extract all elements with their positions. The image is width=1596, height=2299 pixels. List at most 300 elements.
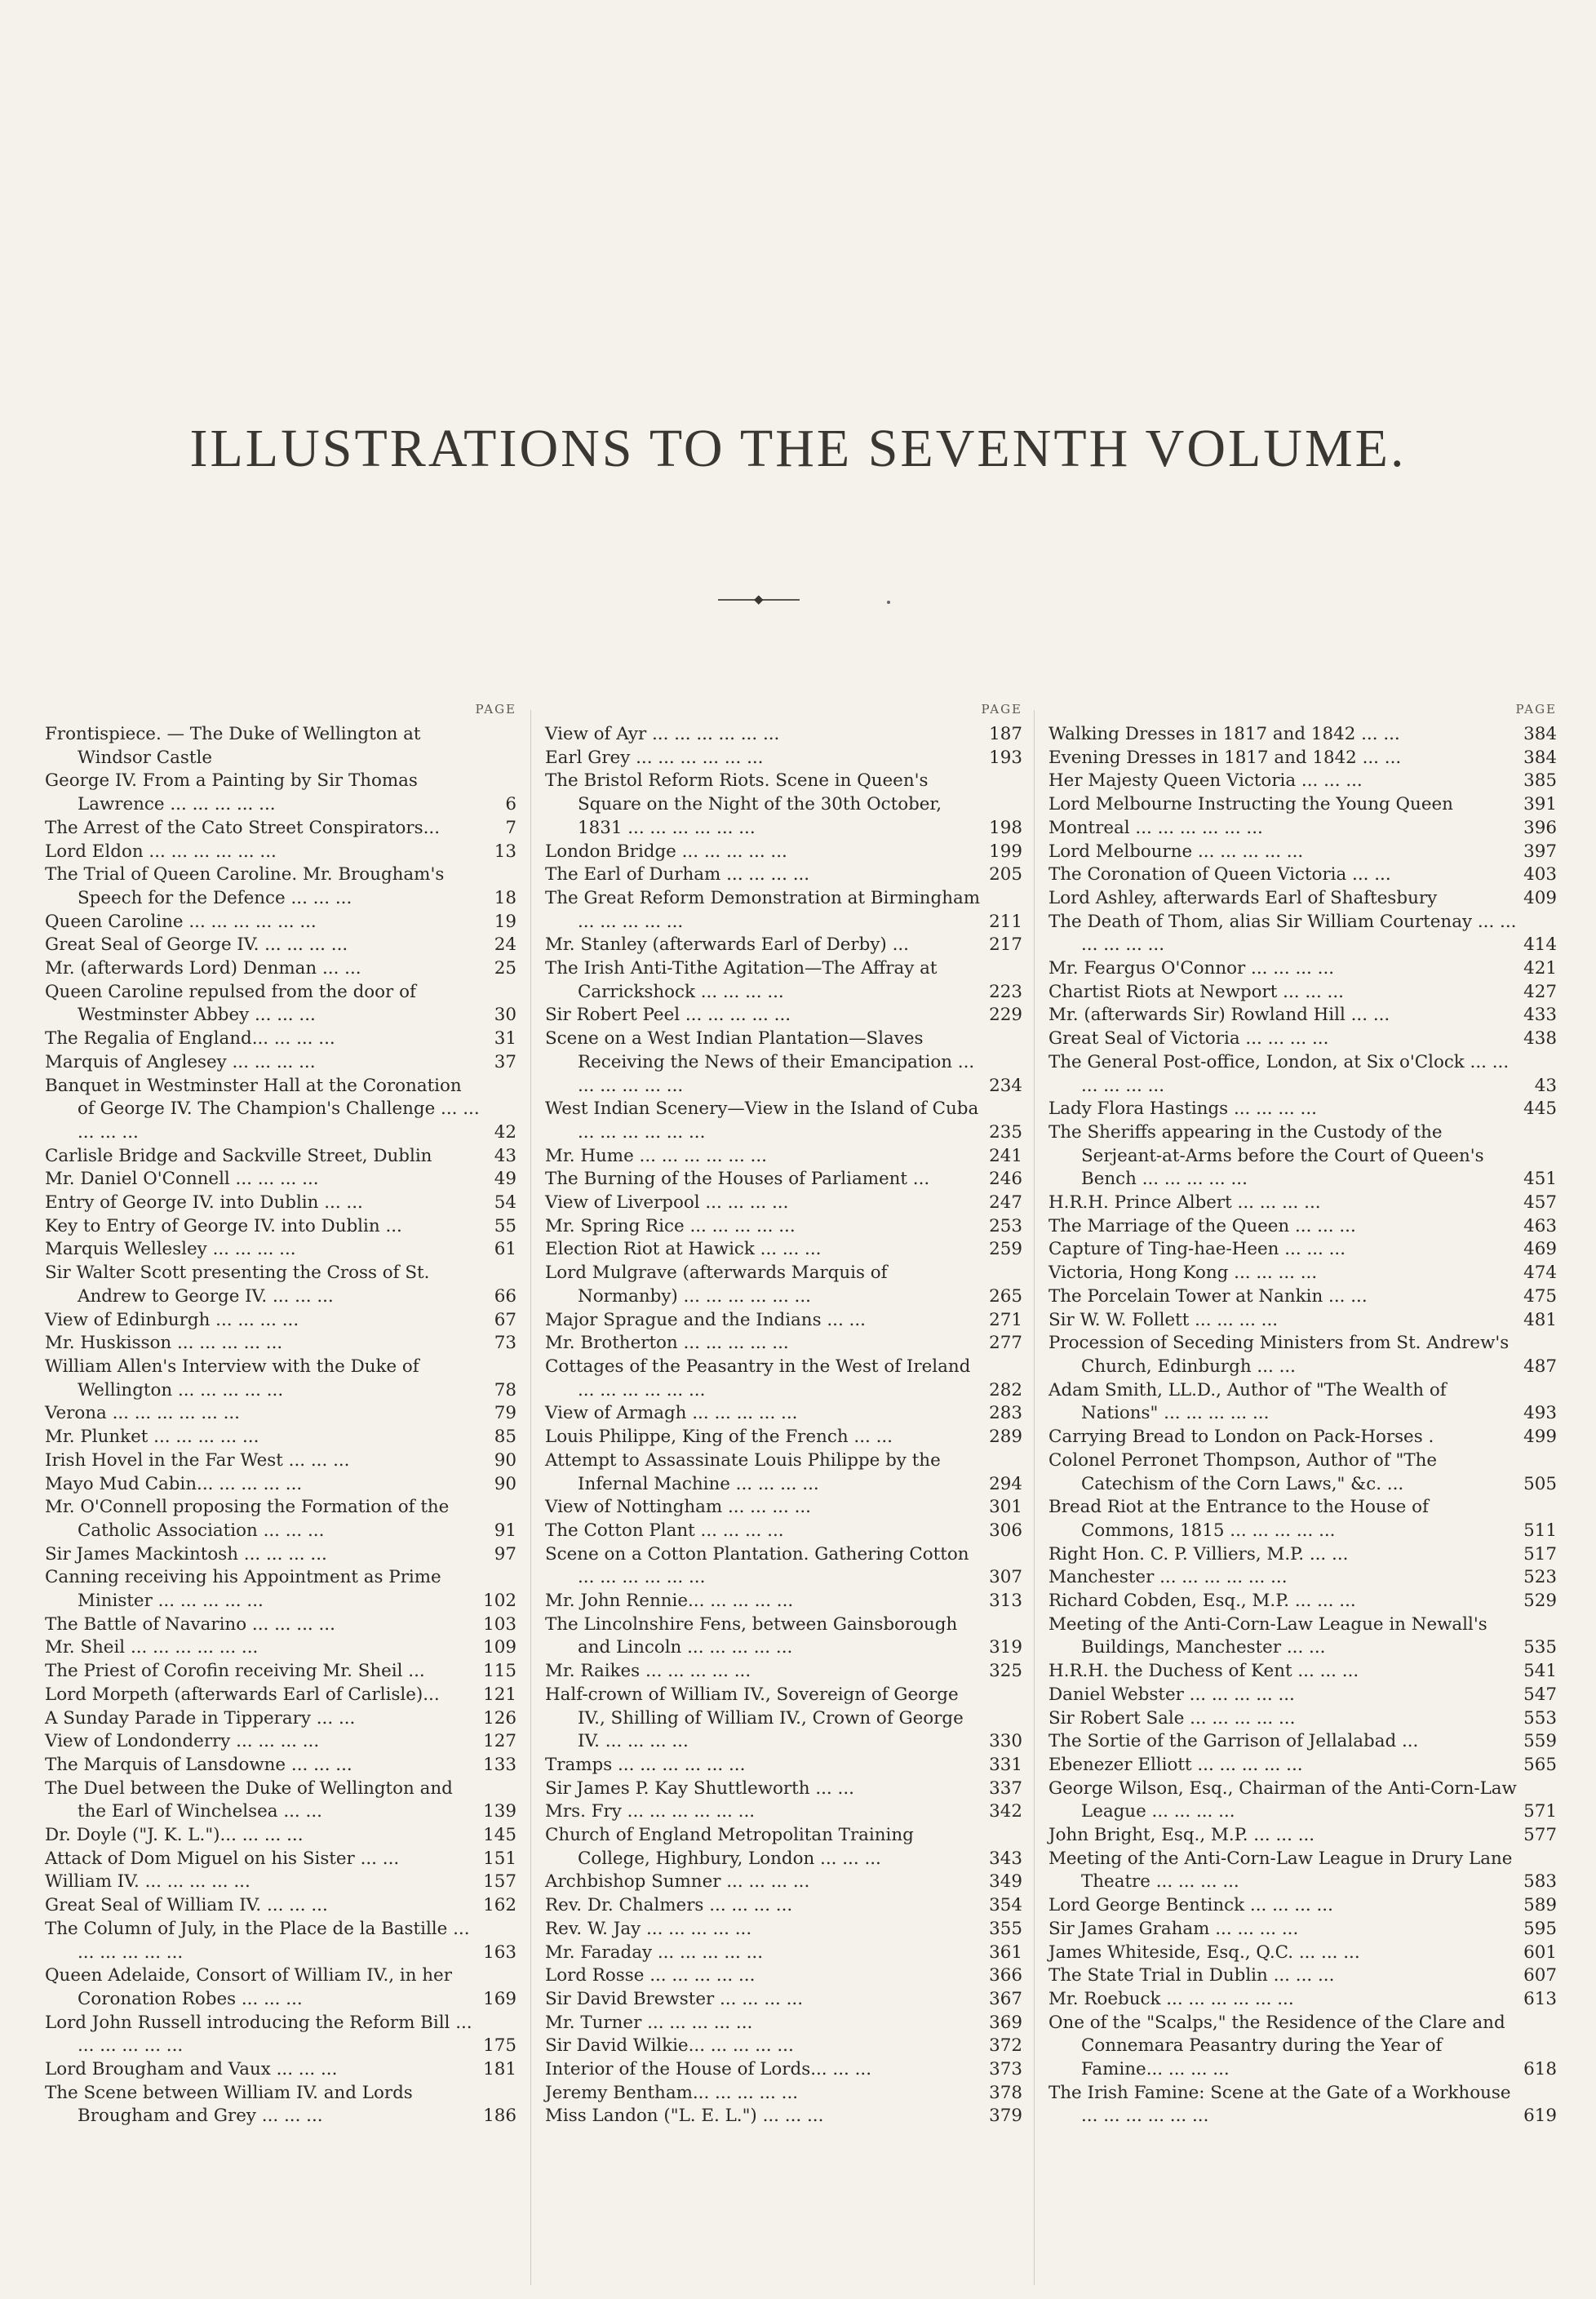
- entry-title: The Lincolnshire Fens, between Gainsborough and Lincoln ... ... ... ... ...: [545, 1613, 958, 1658]
- entry-title: The Death of Thom, alias Sir William Courtenay ... ... ... ... ... ...: [1048, 911, 1517, 956]
- entry-page-number: 319: [989, 1637, 1022, 1658]
- index-entry: [1048, 1894, 1557, 1918]
- index-entry: [45, 911, 516, 934]
- entry-page-number: 229: [989, 1005, 1022, 1026]
- index-entry: [545, 841, 1022, 864]
- index-entry: [1048, 2082, 1557, 2128]
- index-entry: [45, 1238, 516, 1262]
- entry-page-number: 511: [1523, 1520, 1557, 1541]
- index-entry: [45, 1168, 516, 1192]
- index-entry: [1048, 1590, 1557, 1613]
- entry-title: Ebenezer Elliott ... ... ... ... ...: [1048, 1754, 1303, 1775]
- entry-title: The Cotton Plant ... ... ... ...: [545, 1520, 784, 1541]
- entry-page-number: 73: [494, 1333, 516, 1354]
- entry-page-number: 589: [1523, 1895, 1557, 1916]
- entry-page-number: 565: [1523, 1754, 1557, 1775]
- entry-page-number: 7: [505, 817, 516, 838]
- entry-page-number: 109: [483, 1637, 516, 1658]
- index-entry: [545, 2012, 1022, 2035]
- index-entry: [545, 1356, 1022, 1402]
- entry-page-number: 306: [989, 1520, 1022, 1541]
- entry-page-number: 85: [494, 1427, 516, 1448]
- index-entry: [45, 841, 516, 864]
- entry-page-number: 37: [494, 1051, 516, 1072]
- entry-page-number: 414: [1523, 934, 1557, 956]
- entry-page-number: 463: [1523, 1215, 1557, 1236]
- entry-page-number: 42: [494, 1121, 516, 1143]
- index-entry: [1048, 1684, 1557, 1707]
- entry-title: Daniel Webster ... ... ... ... ...: [1048, 1684, 1295, 1705]
- entry-title: Lord Eldon ... ... ... ... ... ...: [45, 841, 277, 862]
- entry-page-number: 78: [494, 1379, 516, 1400]
- entry-page-number: 247: [989, 1192, 1022, 1214]
- entry-page-number: 30: [494, 1005, 516, 1026]
- entry-title: The Column of July, in the Place de la Bastille ... ... ... ... ... ...: [45, 1918, 470, 1963]
- column-divider: [530, 710, 531, 2285]
- entry-title: View of Londonderry ... ... ... ...: [45, 1731, 320, 1752]
- index-entry: [45, 1660, 516, 1684]
- entry-title: Lord Melbourne ... ... ... ... ...: [1048, 841, 1304, 862]
- entry-title: Canning receiving his Appointment as Prime Minister ... ... ... ... ...: [45, 1567, 441, 1612]
- entry-page-number: 241: [989, 1145, 1022, 1166]
- index-entry: [1048, 1988, 1557, 2012]
- index-entry: [45, 1848, 516, 1871]
- index-entry: [545, 1778, 1022, 1801]
- index-entry: [1048, 1778, 1557, 1824]
- index-entry: [1048, 1942, 1557, 1965]
- entry-page-number: 187: [989, 724, 1022, 744]
- entry-page-number: 355: [989, 1918, 1022, 1939]
- index-entry: [1048, 1918, 1557, 1942]
- entry-page-number: 391: [1523, 794, 1557, 815]
- index-entry: [545, 1613, 1022, 1660]
- entry-title: Montreal ... ... ... ... ... ...: [1048, 817, 1263, 838]
- index-entry: [45, 957, 516, 981]
- entry-page-number: 90: [494, 1473, 516, 1494]
- entry-title: Lord John Russell introducing the Reform Bill ... ... ... ... ... ...: [45, 2012, 472, 2057]
- entry-title: The Bristol Reform Riots. Scene in Queen's Square on the Night of the 30th October, 1831 ... ... ... ... ... ...: [545, 770, 942, 838]
- entry-page-number: 330: [989, 1731, 1022, 1752]
- entry-page-number: 294: [989, 1473, 1022, 1494]
- entry-page-number: 427: [1523, 981, 1557, 1002]
- index-entry: [45, 1566, 516, 1613]
- entry-title: Mr. Spring Rice ... ... ... ... ...: [545, 1215, 796, 1236]
- entry-title: Louis Philippe, King of the French ... ...: [545, 1427, 893, 1448]
- entry-page-number: 31: [494, 1028, 516, 1050]
- entry-title: Sir James Graham ... ... ... ...: [1048, 1918, 1299, 1939]
- entry-title: The Marriage of the Queen ... ... ...: [1048, 1215, 1356, 1236]
- index-entry: [1048, 747, 1557, 770]
- index-entry: [1048, 1098, 1557, 1121]
- entry-title: H.R.H. the Duchess of Kent ... ... ...: [1048, 1661, 1359, 1682]
- index-entry: [545, 1590, 1022, 1613]
- index-entry: [45, 1754, 516, 1778]
- entry-title: Sir Walter Scott presenting the Cross of St. Andrew to George IV. ... ... ...: [45, 1263, 430, 1307]
- entry-title: Richard Cobden, Esq., M.P. ... ... ...: [1048, 1591, 1356, 1612]
- index-entry: [545, 1754, 1022, 1778]
- entry-page-number: 481: [1523, 1309, 1557, 1330]
- entry-page-number: 451: [1523, 1169, 1557, 1190]
- entry-page-number: 487: [1523, 1356, 1557, 1377]
- entry-page-number: 349: [989, 1871, 1022, 1893]
- entry-title: Sir Robert Peel ... ... ... ... ...: [545, 1005, 791, 1026]
- entry-page-number: 366: [989, 1965, 1022, 1986]
- entry-title: Mr. Feargus O'Connor ... ... ... ...: [1048, 958, 1335, 979]
- entry-page-number: 397: [1523, 841, 1557, 862]
- index-entry: [545, 747, 1022, 770]
- entry-page-number: 102: [483, 1591, 516, 1612]
- entry-title: Carrying Bread to London on Pack-Horses .: [1048, 1427, 1434, 1448]
- index-entry: [545, 957, 1022, 1004]
- entry-page-number: 175: [483, 2035, 516, 2057]
- entry-title: Mr. O'Connell proposing the Formation of the Catholic Association ... ... ...: [45, 1497, 450, 1541]
- entry-page-number: 271: [989, 1309, 1022, 1330]
- entry-page-number: 541: [1523, 1661, 1557, 1682]
- entry-page-number: 301: [989, 1497, 1022, 1518]
- index-entry: [545, 863, 1022, 887]
- entry-title: Scene on a West Indian Plantation—Slaves Receiving the News of their Emancipation ... ... ... ... ... ...: [545, 1028, 975, 1096]
- entry-page-number: 343: [989, 1848, 1022, 1869]
- entry-page-number: 67: [494, 1309, 516, 1330]
- index-entry: [1048, 1613, 1557, 1660]
- index-entry: [545, 887, 1022, 934]
- index-column-1: [45, 700, 516, 2128]
- entry-title: The Earl of Durham ... ... ... ...: [545, 864, 810, 885]
- index-entry: [545, 1942, 1022, 1965]
- index-entry: [1048, 1496, 1557, 1542]
- entry-page-number: 246: [989, 1169, 1022, 1190]
- index-entry: [1048, 1051, 1557, 1098]
- index-entry: [45, 1707, 516, 1731]
- entry-title: London Bridge ... ... ... ... ...: [545, 841, 787, 862]
- entry-title: The Battle of Navarino ... ... ... ...: [45, 1613, 335, 1635]
- entry-page-number: 384: [1523, 747, 1557, 768]
- entry-page-number: 198: [989, 817, 1022, 838]
- entry-title: Church of England Metropolitan Training College, Highbury, London ... ... ...: [545, 1825, 914, 1869]
- index-entry: [545, 1449, 1022, 1496]
- entry-page-number: 553: [1523, 1707, 1557, 1729]
- entry-page-number: 121: [483, 1684, 516, 1705]
- entry-title: Meeting of the Anti-Corn-Law League in Newall's Buildings, Manchester ... ...: [1048, 1613, 1487, 1658]
- entry-title: West Indian Scenery—View in the Island of Cuba ... ... ... ... ... ...: [545, 1098, 979, 1143]
- entry-title: Mr. (afterwards Sir) Rowland Hill ... ...: [1048, 1005, 1390, 1026]
- index-entry: [45, 2012, 516, 2058]
- entry-page-number: 613: [1523, 1988, 1557, 2009]
- index-entry: [545, 1192, 1022, 1215]
- entry-page-number: 583: [1523, 1871, 1557, 1893]
- index-entry: [545, 1145, 1022, 1169]
- entry-page-number: 126: [483, 1707, 516, 1729]
- entry-title: A Sunday Parade in Tipperary ... ...: [45, 1707, 356, 1729]
- index-entry: [1048, 793, 1557, 817]
- index-entry: [1048, 1660, 1557, 1684]
- index-entry: [545, 934, 1022, 957]
- entry-page-number: 438: [1523, 1028, 1557, 1050]
- entry-page-number: 373: [989, 2059, 1022, 2080]
- entry-page-number: 169: [483, 1988, 516, 2009]
- entry-page-number: 211: [989, 911, 1022, 932]
- index-entry: [45, 1894, 516, 1918]
- entry-page-number: 205: [989, 864, 1022, 885]
- entry-title: The Trial of Queen Caroline. Mr. Brougham's Speech for the Defence ... ... ...: [45, 864, 445, 908]
- entry-page-number: 619: [1523, 2106, 1557, 2127]
- entry-title: Cottages of the Peasantry in the West of Ireland ... ... ... ... ... ...: [545, 1356, 971, 1400]
- index-entry: [1048, 1332, 1557, 1378]
- entry-title: The General Post-office, London, at Six o'Clock ... ... ... ... ... ...: [1048, 1051, 1510, 1096]
- entry-title: Sir David Wilkie... ... ... ... ...: [545, 2035, 794, 2057]
- entry-page-number: 354: [989, 1895, 1022, 1916]
- index-entry: [45, 1496, 516, 1542]
- entry-title: Rev. W. Jay ... ... ... ... ...: [545, 1918, 752, 1939]
- index-entry: [1048, 770, 1557, 793]
- entry-page-number: 445: [1523, 1098, 1557, 1120]
- index-entry: [545, 1800, 1022, 1824]
- entry-page-number: 66: [494, 1285, 516, 1307]
- index-entry: [545, 1004, 1022, 1027]
- entry-title: Victoria, Hong Kong ... ... ... ...: [1048, 1263, 1318, 1284]
- entry-page-number: 337: [989, 1778, 1022, 1799]
- index-entry: [45, 1824, 516, 1848]
- entry-page-number: 181: [483, 2059, 516, 2080]
- entry-title: Lord Morpeth (afterwards Earl of Carlisle)...: [45, 1684, 440, 1705]
- index-entry: [45, 1473, 516, 1497]
- index-entry: [45, 1636, 516, 1660]
- index-entry: [545, 1964, 1022, 1988]
- entry-title: Right Hon. C. P. Villiers, M.P. ... ...: [1048, 1543, 1349, 1564]
- entry-title: Miss Landon ("L. E. L.") ... ... ...: [545, 2106, 824, 2127]
- entry-page-number: 6: [505, 794, 516, 815]
- entry-page-number: 433: [1523, 1005, 1557, 1026]
- index-entry: [545, 2082, 1022, 2106]
- entry-page-number: 234: [989, 1075, 1022, 1096]
- index-entry: [45, 934, 516, 957]
- entry-page-number: 331: [989, 1754, 1022, 1775]
- entry-page-number: 145: [483, 1825, 516, 1846]
- entry-page-number: 282: [989, 1379, 1022, 1400]
- entry-page-number: 18: [494, 887, 516, 908]
- entry-page-number: 186: [483, 2106, 516, 2127]
- entry-page-number: 24: [494, 934, 516, 956]
- entry-title: Great Seal of Victoria ... ... ... ...: [1048, 1028, 1329, 1050]
- entry-page-number: 25: [494, 958, 516, 979]
- index-entry: [545, 1871, 1022, 1894]
- index-entry: [45, 1730, 516, 1754]
- entry-title: Walking Dresses in 1817 and 1842 ... ...: [1048, 724, 1400, 744]
- index-entry: [1048, 1754, 1557, 1778]
- entry-page-number: 139: [483, 1801, 516, 1822]
- index-entry: [45, 1027, 516, 1051]
- index-entry: [1048, 1824, 1557, 1848]
- entry-page-number: 535: [1523, 1637, 1557, 1658]
- index-entry: [545, 2105, 1022, 2128]
- index-entry: [45, 1964, 516, 2011]
- entry-page-number: 469: [1523, 1239, 1557, 1260]
- index-entry: [45, 1871, 516, 1894]
- entry-title: The Sheriffs appearing in the Custody of the Serjeant-at-Arms before the Court of Queen's Bench ... ... ... ... ...: [1048, 1121, 1484, 1190]
- entry-title: Key to Entry of George IV. into Dublin ...: [45, 1215, 402, 1236]
- entry-title: Lord Brougham and Vaux ... ... ...: [45, 2059, 338, 2080]
- entry-title: Lady Flora Hastings ... ... ... ...: [1048, 1098, 1317, 1120]
- entry-title: Interior of the House of Lords... ... ...: [545, 2059, 871, 2080]
- entry-page-number: 571: [1523, 1801, 1557, 1822]
- entry-title: Lord Rosse ... ... ... ... ...: [545, 1965, 756, 1986]
- index-entry: [45, 981, 516, 1027]
- entry-title: Mrs. Fry ... ... ... ... ... ...: [545, 1801, 756, 1822]
- entry-page-number: 289: [989, 1427, 1022, 1448]
- index-entry: [45, 1051, 516, 1075]
- page-title: ILLUSTRATIONS TO THE SEVENTH VOLUME.: [189, 419, 1407, 478]
- page-column-header: PAGE: [475, 702, 516, 717]
- entry-page-number: 54: [494, 1192, 516, 1214]
- entry-page-number: 618: [1523, 2059, 1557, 2080]
- entry-page-number: 13: [494, 841, 516, 862]
- entry-title: Evening Dresses in 1817 and 1842 ... ...: [1048, 747, 1402, 768]
- index-entry: [45, 1684, 516, 1707]
- entry-page-number: 601: [1523, 1942, 1557, 1963]
- index-entry: [45, 1332, 516, 1356]
- entry-title: The Duel between the Duke of Wellington and the Earl of Winchelsea ... ...: [45, 1778, 453, 1822]
- entry-title: View of Armagh ... ... ... ... ...: [545, 1403, 798, 1424]
- entry-page-number: 361: [989, 1942, 1022, 1963]
- entry-title: Lord George Bentinck ... ... ... ...: [1048, 1895, 1333, 1916]
- entry-title: Her Majesty Queen Victoria ... ... ...: [1048, 770, 1363, 792]
- entry-title: Sir Robert Sale ... ... ... ... ...: [1048, 1707, 1296, 1729]
- index-entry: [545, 1918, 1022, 1942]
- entry-page-number: 103: [483, 1613, 516, 1635]
- index-entry: [545, 1496, 1022, 1520]
- entry-page-number: 396: [1523, 817, 1557, 838]
- entry-title: Sir W. W. Follett ... ... ... ...: [1048, 1309, 1279, 1330]
- entry-page-number: 97: [494, 1543, 516, 1564]
- entry-page-number: 19: [494, 911, 516, 932]
- index-entry: [545, 1402, 1022, 1426]
- entry-title: The Sortie of the Garrison of Jellalabad ...: [1048, 1731, 1419, 1752]
- index-entry: [1048, 863, 1557, 887]
- index-entry: [545, 1824, 1022, 1871]
- entry-title: Earl Grey ... ... ... ... ... ...: [545, 747, 764, 768]
- entry-title: Attack of Dom Miguel on his Sister ... ...: [45, 1848, 400, 1869]
- entry-page-number: 475: [1523, 1285, 1557, 1307]
- index-entry: [45, 723, 516, 770]
- entry-title: Mr. Daniel O'Connell ... ... ... ...: [45, 1169, 319, 1190]
- index-entry: [545, 1543, 1022, 1590]
- index-entry: [1048, 1004, 1557, 1027]
- entry-title: The Priest of Corofin receiving Mr. Sheil ...: [45, 1661, 425, 1682]
- entry-page-number: 265: [989, 1285, 1022, 1307]
- index-entry: [45, 1145, 516, 1169]
- entry-title: The State Trial in Dublin ... ... ...: [1048, 1965, 1335, 1986]
- entry-page-number: 49: [494, 1169, 516, 1190]
- entry-page-number: 163: [483, 1942, 516, 1963]
- entry-page-number: 43: [1534, 1075, 1557, 1096]
- entry-title: Marquis of Anglesey ... ... ... ...: [45, 1051, 316, 1072]
- index-entry: [45, 1192, 516, 1215]
- entry-title: View of Liverpool ... ... ... ...: [545, 1192, 789, 1214]
- page-column-header: PAGE: [1515, 702, 1557, 717]
- entry-page-number: 162: [483, 1895, 516, 1916]
- entry-title: Sir James Mackintosh ... ... ... ...: [45, 1543, 327, 1564]
- index-entry: [545, 1027, 1022, 1098]
- entry-title: Banquet in Westminster Hall at the Coronation of George IV. The Champion's Challenge ... ... ... ... ...: [45, 1075, 480, 1143]
- index-entry: [45, 817, 516, 841]
- entry-title: View of Edinburgh ... ... ... ...: [45, 1309, 299, 1330]
- entry-title: Rev. Dr. Chalmers ... ... ... ...: [545, 1895, 793, 1916]
- index-entry: [1048, 841, 1557, 864]
- entry-title: Lord Ashley, afterwards Earl of Shaftesbury: [1048, 887, 1438, 908]
- entry-title: Mr. Stanley (afterwards Earl of Derby) ...: [545, 934, 909, 956]
- index-entry: [45, 1215, 516, 1239]
- page-column-header: PAGE: [981, 702, 1022, 717]
- entry-page-number: 157: [483, 1871, 516, 1893]
- entry-page-number: 369: [989, 2012, 1022, 2033]
- entry-page-number: 499: [1523, 1427, 1557, 1448]
- index-entry: [545, 1215, 1022, 1239]
- entry-title: Meeting of the Anti-Corn-Law League in Drury Lane Theatre ... ... ... ...: [1048, 1848, 1513, 1893]
- entry-title: Mr. Plunket ... ... ... ... ...: [45, 1427, 259, 1448]
- index-entry: [1048, 981, 1557, 1005]
- index-entry: [45, 2058, 516, 2082]
- index-entry: [1048, 1027, 1557, 1051]
- index-column-2: [545, 700, 1022, 2128]
- index-entry: [545, 1098, 1022, 1144]
- entry-page-number: 385: [1523, 770, 1557, 792]
- index-entry: [545, 1168, 1022, 1192]
- index-entry: [545, 1684, 1022, 1754]
- index-entry: [1048, 1848, 1557, 1894]
- entry-title: Mr. John Rennie... ... ... ... ...: [545, 1591, 794, 1612]
- index-entry: [1048, 1730, 1557, 1754]
- entry-title: The Marquis of Lansdowne ... ... ...: [45, 1754, 352, 1775]
- index-entry: [1048, 1566, 1557, 1590]
- index-entry: [1048, 723, 1557, 747]
- entry-title: John Bright, Esq., M.P. ... ... ...: [1048, 1825, 1315, 1846]
- entry-page-number: 193: [989, 747, 1022, 768]
- rule-dot-ornament: [887, 601, 890, 604]
- entry-page-number: 91: [494, 1520, 516, 1541]
- index-entry: [45, 1262, 516, 1308]
- entry-title: Mr. Sheil ... ... ... ... ... ...: [45, 1637, 259, 1658]
- index-entry: [1048, 1543, 1557, 1567]
- entry-page-number: 217: [989, 934, 1022, 956]
- entry-page-number: 90: [494, 1449, 516, 1471]
- entry-title: Great Seal of George IV. ... ... ... ...: [45, 934, 348, 956]
- entry-title: Frontispiece. — The Duke of Wellington at Windsor Castle: [45, 724, 421, 768]
- entry-page-number: 372: [989, 2035, 1022, 2057]
- index-column-3: [1048, 700, 1557, 2128]
- entry-page-number: 151: [483, 1848, 516, 1869]
- index-entry: [1048, 1449, 1557, 1496]
- entry-title: Mr. Roebuck ... ... ... ... ... ...: [1048, 1988, 1294, 2009]
- entry-title: View of Nottingham ... ... ... ...: [545, 1497, 811, 1518]
- index-entry: [45, 1075, 516, 1145]
- index-entry: [45, 1918, 516, 1964]
- entry-title: The Porcelain Tower at Nankin ... ...: [1048, 1285, 1368, 1307]
- index-entry: [1048, 1309, 1557, 1333]
- entry-title: George IV. From a Painting by Sir Thomas Lawrence ... ... ... ... ...: [45, 770, 418, 815]
- index-entry: [1048, 2012, 1557, 2082]
- index-entry: [545, 1309, 1022, 1333]
- entry-title: Sir David Brewster ... ... ... ...: [545, 1988, 804, 2009]
- entry-title: Archbishop Sumner ... ... ... ...: [545, 1871, 810, 1893]
- entry-title: Major Sprague and the Indians ... ...: [545, 1309, 866, 1330]
- entry-title: Attempt to Assassinate Louis Philippe by the Infernal Machine ... ... ... ...: [545, 1449, 941, 1494]
- entry-title: Mayo Mud Cabin... ... ... ... ...: [45, 1473, 303, 1494]
- entry-title: Queen Caroline ... ... ... ... ... ...: [45, 911, 317, 932]
- index-entry: [1048, 911, 1557, 957]
- entry-page-number: 307: [989, 1567, 1022, 1588]
- entry-page-number: 61: [494, 1239, 516, 1260]
- entry-page-number: 595: [1523, 1918, 1557, 1939]
